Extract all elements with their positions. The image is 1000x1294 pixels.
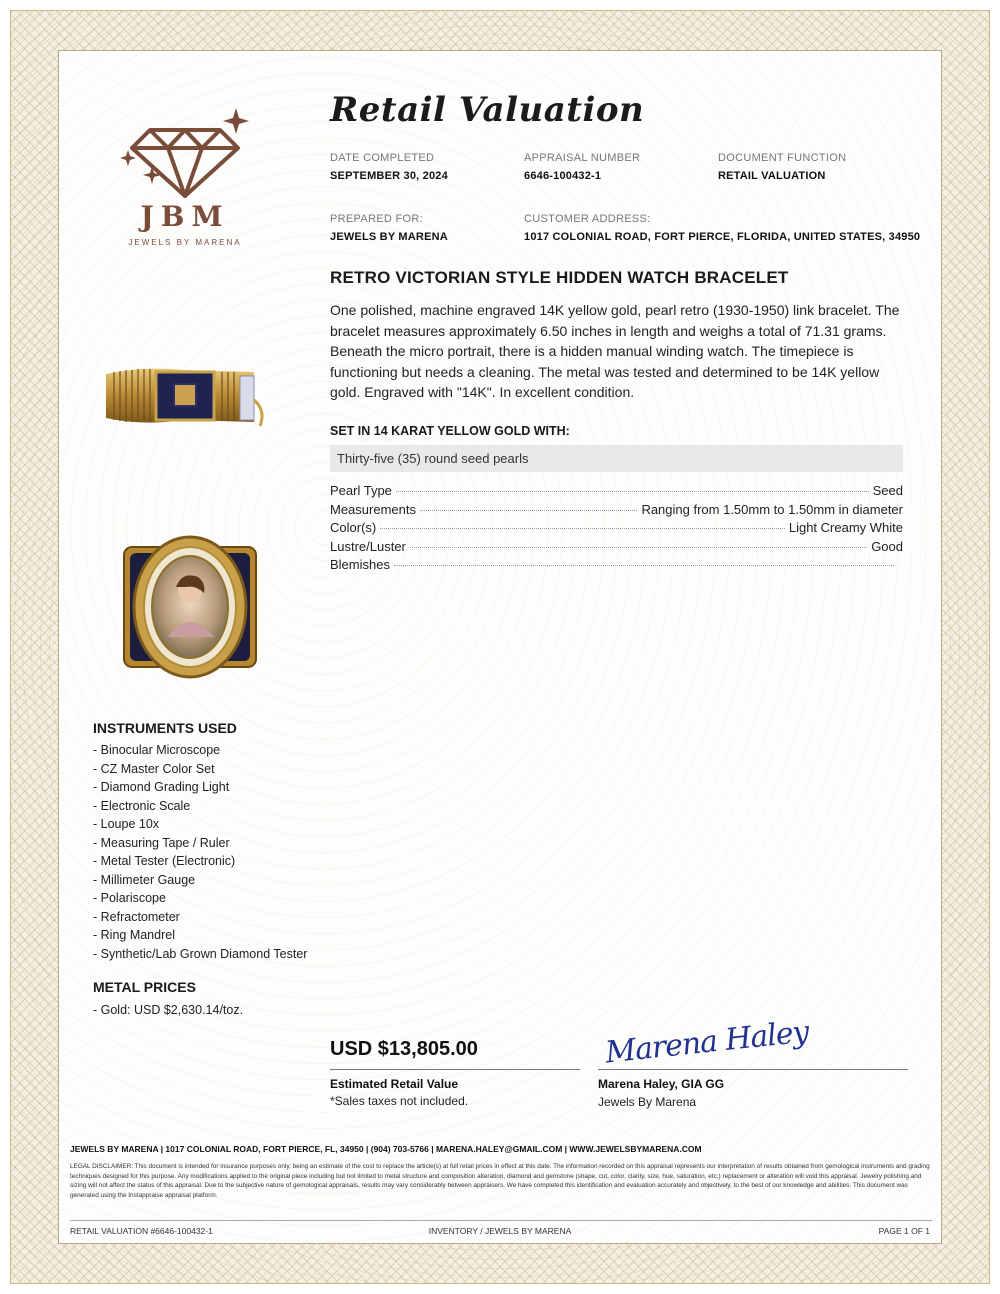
document-function-value: RETAIL VALUATION	[718, 170, 826, 182]
spec-value: Light Creamy White	[788, 520, 903, 535]
spec-value: Seed	[872, 483, 903, 498]
spec-row	[330, 502, 903, 520]
spec-value: Ranging from 1.50mm to 1.50mm in diameter	[641, 502, 903, 517]
instruments-list	[93, 741, 307, 963]
spec-row	[330, 557, 898, 575]
appraisal-number-value: 6646-100432-1	[524, 170, 602, 182]
appraisal-number-label: APPRAISAL NUMBER	[524, 152, 641, 164]
instruments-title: INSTRUMENTS USED	[93, 720, 237, 736]
spec-leader	[420, 510, 637, 511]
spec-leader	[396, 491, 869, 492]
spec-row	[330, 539, 903, 557]
spec-label: Lustre/Luster	[330, 539, 406, 554]
spec-label: Pearl Type	[330, 483, 392, 498]
estimated-value-label: Estimated Retail Value	[330, 1077, 459, 1091]
spec-leader	[380, 528, 785, 529]
legal-disclaimer: LEGAL DISCLAIMER: This document is intended for insurance purposes only, being an estimate of the cost to replace the article(s) at full retail prices in effect at this date. The information recorded on this appraisal represents our interpretation of results obtained from gemological instruments and grading techniques designed for this purpose. Any modifications applied to the original piece including but not limited to metal structure and composition alteration, diamond and gemstone (shape, cut, color, clarity, size, hue, saturation, etc.) replacement or alteration will void this appraisal. Jewelry polishing and sizing will not affect the status of this appraisal. Due to the subjective nature of gemological appraisals, results may vary considerably between appraisers. We have completed this identification and evaluation accurately and objectively, to the best of our knowledge and abilities. This document was generated using the Instappraise appraisal platform.	[70, 1163, 930, 1199]
list-item: - Synthetic/Lab Grown Diamond Tester	[93, 946, 308, 961]
list-item: - Ring Mandrel	[93, 928, 175, 942]
signature-line	[598, 1069, 908, 1070]
list-item: - Measuring Tape / Ruler	[93, 835, 230, 850]
setting-title: SET IN 14 KARAT YELLOW GOLD WITH:	[330, 424, 570, 438]
tax-note: *Sales taxes not included.	[330, 1094, 469, 1108]
metal-prices-title: METAL PRICES	[93, 979, 196, 995]
spec-row	[330, 483, 903, 501]
spec-label: Measurements	[330, 502, 416, 517]
spec-value: Good	[871, 539, 903, 554]
footer-page-number: PAGE 1 OF 1	[878, 1226, 930, 1236]
spec-leader	[394, 565, 894, 566]
list-item: - Metal Tester (Electronic)	[93, 854, 236, 868]
watch-portrait-photo	[120, 527, 260, 687]
footer-contact: JEWELS BY MARENA | 1017 COLONIAL ROAD, FORT PIERCE, FL, 34950 | (904) 703-5766 | MARENA.HALEY@GMAIL.COM | WWW.JEWELSBYMARENA.COM	[70, 1144, 702, 1154]
spec-leader	[410, 547, 867, 548]
spec-row	[330, 520, 903, 538]
spec-label: Color(s)	[330, 520, 377, 535]
date-completed-value: SEPTEMBER 30, 2024	[330, 170, 448, 182]
footer-inventory: INVENTORY / JEWELS BY MARENA	[428, 1226, 572, 1236]
value-divider	[330, 1069, 580, 1070]
list-item: - Diamond Grading Light	[93, 780, 230, 794]
item-title: RETRO VICTORIAN STYLE HIDDEN WATCH BRACELET	[330, 268, 789, 287]
diamond-logo-icon	[120, 108, 250, 198]
prepared-for-value: JEWELS BY MARENA	[330, 231, 448, 243]
document-function-label: DOCUMENT FUNCTION	[718, 152, 847, 164]
spec-label: Blemishes	[330, 557, 390, 572]
footer-document-ref: RETAIL VALUATION #6646-100432-1	[70, 1226, 213, 1236]
jbm-logo	[120, 108, 250, 248]
appraiser-organization: Jewels By Marena	[598, 1095, 697, 1109]
estimated-value: USD $13,805.00	[330, 1038, 478, 1060]
logo-mark: JBM	[140, 200, 230, 233]
list-item: - Loupe 10x	[93, 817, 160, 831]
list-item: - Binocular Microscope	[93, 743, 221, 757]
customer-address-value: 1017 COLONIAL ROAD, FORT PIERCE, FLORIDA, UNITED STATES, 34950	[524, 231, 921, 243]
signature: Marena Haley	[603, 1014, 811, 1071]
list-item: - Refractometer	[93, 909, 180, 924]
footer-divider	[70, 1220, 932, 1221]
list-item: - Millimeter Gauge	[93, 872, 196, 887]
item-description: One polished, machine engraved 14K yellow gold, pearl retro (1930-1950) link bracelet. The bracelet measures approximately 6.50 inches in length and weighs a total of 71.31 grams. Beneath the micro portrait, there is a hidden manual winding watch. The timepiece is functioning but needs a cleaning. The metal was tested and determined to be 14K yellow gold. Engraved with "14K". In excellent condition.	[330, 302, 900, 400]
bracelet-photo	[104, 360, 274, 432]
list-item: - Electronic Scale	[93, 798, 191, 813]
appraiser-name: Marena Haley, GIA GG	[598, 1077, 725, 1091]
date-completed-label: DATE COMPLETED	[330, 152, 435, 164]
list-item: - CZ Master Color Set	[93, 761, 215, 776]
metal-prices-list	[93, 1001, 243, 1020]
logo-subtitle: JEWELS BY MARENA	[128, 238, 242, 247]
list-item: - Gold: USD $2,630.14/toz.	[93, 1003, 244, 1017]
customer-address-label: CUSTOMER ADDRESS:	[524, 213, 651, 225]
prepared-for-label: PREPARED FOR:	[330, 213, 423, 225]
list-item: - Polariscope	[93, 891, 166, 905]
stone-row: Thirty-five (35) round seed pearls	[330, 445, 903, 472]
page-title: Retail Valuation	[330, 90, 645, 130]
